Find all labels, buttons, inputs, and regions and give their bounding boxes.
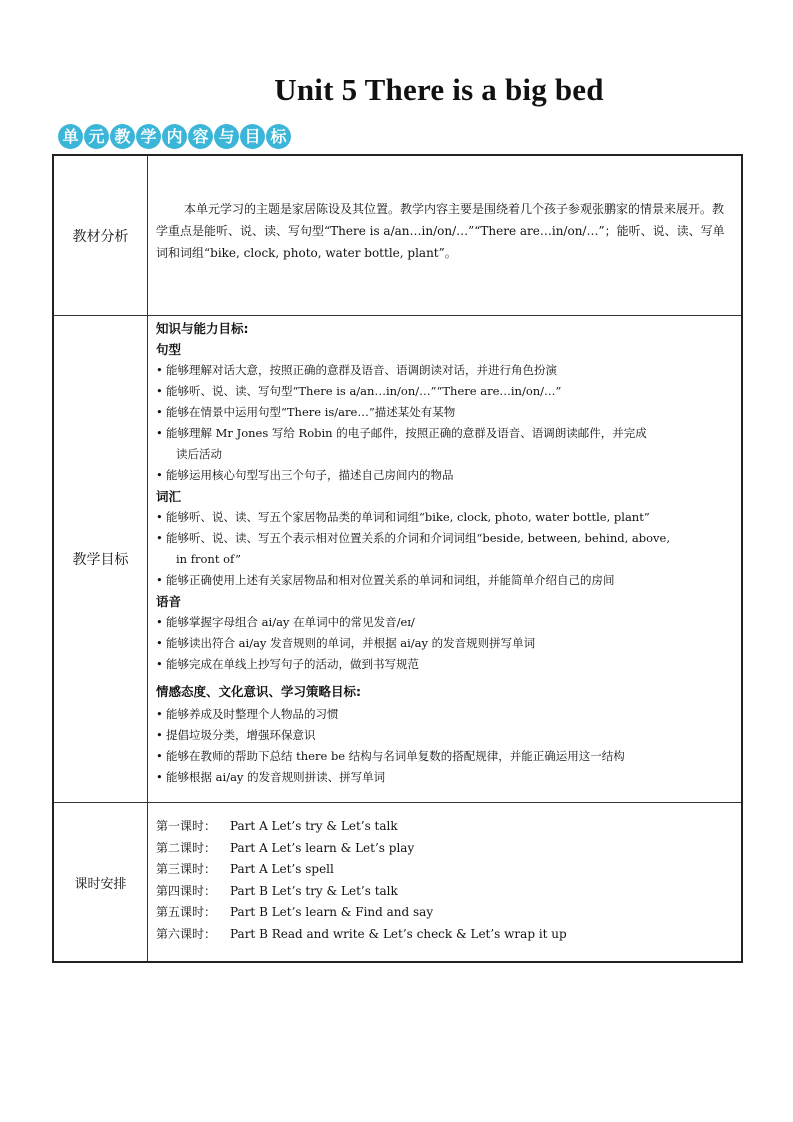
goal-item: • 能够听、说、读、写五个家居物品类的单词和词组“bike, clock, photo, water bottle, plant” bbox=[156, 507, 735, 528]
goal-item: • 能够听、说、读、写句型“There is a/an…in/on/…”“There are…in/on/…” bbox=[156, 381, 735, 402]
goal-item: • 能够根据 ai/ay 的发音规则拼读、拼写单词 bbox=[156, 767, 735, 788]
goal-item: • 能够养成及时整理个人物品的习惯 bbox=[156, 704, 735, 725]
schedule-item bbox=[156, 816, 735, 838]
goal-item-text: 能够听、说、读、写五个表示相对位置关系的介词和介词词组“beside, between, behind, above, bbox=[166, 531, 670, 545]
banner-char: 学 bbox=[136, 124, 161, 149]
knowledge-heading: 知识与能力目标: bbox=[156, 321, 249, 336]
banner-char: 单 bbox=[58, 124, 83, 149]
schedule-item bbox=[156, 859, 735, 881]
schedule-period: 第一课时： bbox=[156, 819, 217, 833]
schedule-period: 第四课时： bbox=[156, 883, 217, 898]
schedule-lesson: Part A Let’s try & Let’s talk bbox=[230, 819, 398, 833]
row-goals bbox=[54, 316, 741, 803]
schedule-lesson: Part B Let’s learn & Find and say bbox=[230, 905, 434, 919]
schedule-period: 第三课时： bbox=[156, 862, 217, 876]
schedule-lesson: Part A Let’s learn & Let’s play bbox=[230, 840, 415, 855]
analysis-content bbox=[148, 156, 741, 315]
schedule-item bbox=[156, 924, 735, 946]
row-label: 课时安排 bbox=[54, 803, 148, 961]
goal-item-continuation: 读后活动 bbox=[176, 447, 222, 461]
section-banner bbox=[58, 124, 291, 150]
goal-item bbox=[156, 423, 735, 465]
row-label: 教材分析 bbox=[54, 156, 148, 315]
schedule-lesson: Part B Read and write & Let’s check & Let’s wrap it up bbox=[230, 926, 567, 941]
row-analysis bbox=[54, 156, 741, 316]
sentence-heading: 句型 bbox=[156, 342, 182, 357]
banner-char: 与 bbox=[214, 124, 239, 149]
goal-item: • 能够正确使用上述有关家居物品和相对位置关系的单词和词组，并能简单介绍自己的房间 bbox=[156, 570, 735, 591]
goal-item: • 能够在情景中运用句型“There is/are…”描述某处有某物 bbox=[156, 402, 735, 423]
schedule-item bbox=[156, 881, 735, 903]
schedule-lesson: Part A Let’s spell bbox=[230, 862, 334, 876]
banner-char: 内 bbox=[162, 124, 187, 149]
goal-item: • 能够读出符合 ai/ay 发音规则的单词，并根据 ai/ay 的发音规则拼写单词 bbox=[156, 633, 735, 654]
banner-char: 元 bbox=[84, 124, 109, 149]
schedule-period: 第五课时： bbox=[156, 905, 217, 919]
schedule-period: 第二课时： bbox=[156, 840, 217, 855]
schedule-item bbox=[156, 838, 735, 860]
schedule-content bbox=[148, 803, 741, 961]
goal-item: • 提倡垃圾分类，增强环保意识 bbox=[156, 725, 735, 746]
goal-item-text: 能够理解 Mr Jones 写给 Robin 的电子邮件，按照正确的意群及语音、语调朗读邮件，并完成 bbox=[166, 426, 647, 440]
banner-char: 目 bbox=[240, 124, 265, 149]
goal-item: • 能够运用核心句型写出三个句子，描述自己房间内的物品 bbox=[156, 465, 735, 486]
goal-item bbox=[156, 528, 735, 570]
phonics-heading: 语音 bbox=[156, 594, 182, 609]
goal-item: • 能够完成在单线上抄写句子的活动，做到书写规范 bbox=[156, 654, 735, 675]
goals-content bbox=[148, 316, 741, 802]
schedule-lesson: Part B Let’s try & Let’s talk bbox=[230, 883, 398, 898]
emotion-heading: 情感态度、文化意识、学习策略目标: bbox=[156, 684, 361, 699]
vocab-heading: 词汇 bbox=[156, 489, 182, 504]
schedule-item bbox=[156, 902, 735, 924]
goal-item: • 能够在教师的帮助下总结 there be 结构与名词单复数的搭配规律，并能正确运用这一结构 bbox=[156, 746, 735, 767]
goal-item: • 能够理解对话大意，按照正确的意群及语音、语调朗读对话，并进行角色扮演 bbox=[156, 360, 735, 381]
banner-char: 教 bbox=[110, 124, 135, 149]
row-label: 教学目标 bbox=[54, 316, 148, 802]
analysis-paragraph: 本单元学习的主题是家居陈设及其位置。教学内容主要是围绕着几个孩子参观张鹏家的情景来展开。教学重点是能听、说、读、写句型“There is a/an…in/on/…”“There are…in/on/…”；能听、说、读、写单词和词组“bike, clock, photo, water bottle, plant”。 bbox=[156, 202, 725, 260]
banner-char: 容 bbox=[188, 124, 213, 149]
row-schedule bbox=[54, 803, 741, 961]
goal-item-continuation: in front of” bbox=[176, 552, 242, 566]
schedule-period: 第六课时： bbox=[156, 926, 217, 941]
goal-item: • 能够掌握字母组合 ai/ay 在单词中的常见发音/eɪ/ bbox=[156, 612, 735, 633]
banner-char: 标 bbox=[266, 124, 291, 149]
page-title: Unit 5 There is a big bed bbox=[274, 72, 604, 107]
unit-plan-table bbox=[52, 154, 743, 963]
